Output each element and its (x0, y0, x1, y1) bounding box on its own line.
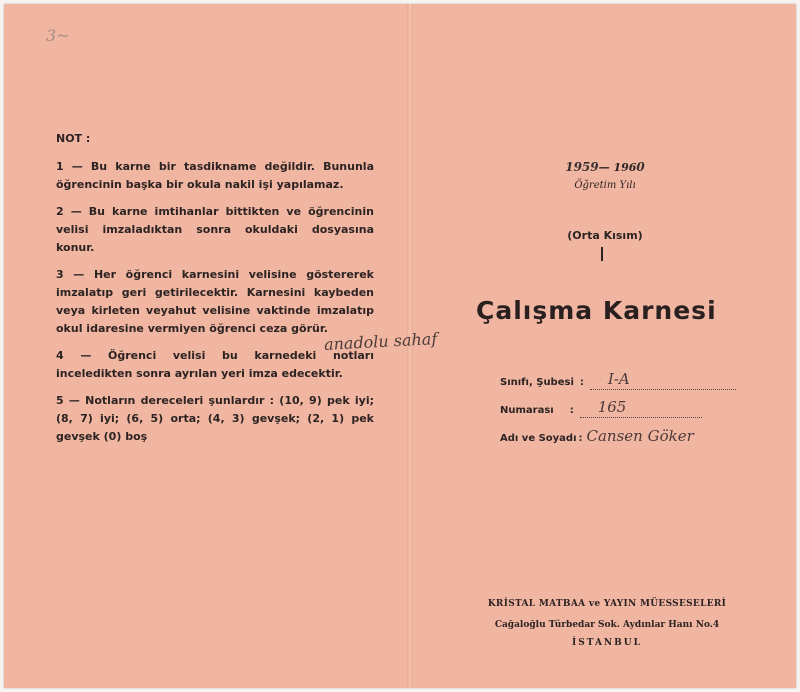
class-label: Sınıfı, Şubesi (500, 377, 574, 388)
academic-year (530, 160, 680, 174)
year-end-handwritten: 0 (636, 160, 645, 174)
class-field (500, 370, 736, 390)
watermark: anadolu sahaf (323, 329, 438, 354)
name-value: Cansen Göker (586, 427, 694, 445)
name-value-line (585, 428, 719, 446)
note-item-5: 5 — Notların dereceleri şunlardır : (10, 9) pek iyi; (8, 7) iyi; (6, 5) orta; (4, 3) gevşek; (2, 1) pek gevşek (0) boş (56, 394, 374, 443)
notes-panel (56, 130, 374, 455)
document-title: Çalışma Karnesi (476, 296, 717, 325)
publisher-city: İSTANBUL (572, 638, 642, 648)
note-item-3: 3 — Her öğrenci karnesini velisine göstererek imzalatıp geri getirilecektir. Karnesini kaybeden veya kirleten veyahut velisine vaktinde imzalatıp okul idaresine vermiyen öğrenci ceza görür. (56, 268, 374, 335)
academic-year-label: Öğretim Yılı (574, 180, 636, 191)
section-label: (Orta Kısım) (567, 229, 643, 242)
note-item-2: 2 — Bu karne imtihanlar bittikten ve öğrencinin velisi imzaladıktan sonra okuldaki dosyasına konur. (56, 205, 374, 254)
publisher-name: KRİSTAL MATBAA ve YAYIN MÜESSESELERİ (487, 599, 727, 609)
number-colon: : (569, 405, 574, 416)
number-value: 165 (597, 398, 627, 416)
number-value-line (580, 399, 702, 418)
name-colon: : (578, 433, 583, 444)
year-dash: — 196 (598, 161, 637, 174)
number-field (500, 398, 702, 418)
publisher-address: Cağaloğlu Türbedar Sok. Aydınlar Hanı No.4 (494, 620, 720, 630)
note-title: NOT : (56, 132, 91, 145)
number-label: Numarası (500, 405, 554, 416)
year-start: 1959 (565, 160, 599, 174)
name-field (500, 426, 719, 446)
class-value-line (590, 371, 736, 390)
pencil-mark: 3~ (46, 26, 70, 45)
handwritten-stroke (601, 247, 603, 261)
note-item-1: 1 — Bu karne bir tasdikname değildir. Bununla öğrencinin başka bir okula nakil işi yapılamaz. (56, 160, 374, 191)
note-item-4: 4 — Öğrenci velisi bu karnedeki notları inceledikten sonra ayrılan yeri imza edecektir. (56, 349, 374, 380)
class-value: I-A (607, 370, 630, 388)
class-colon: : (579, 377, 584, 388)
name-label: Adı ve Soyadı (500, 433, 577, 444)
